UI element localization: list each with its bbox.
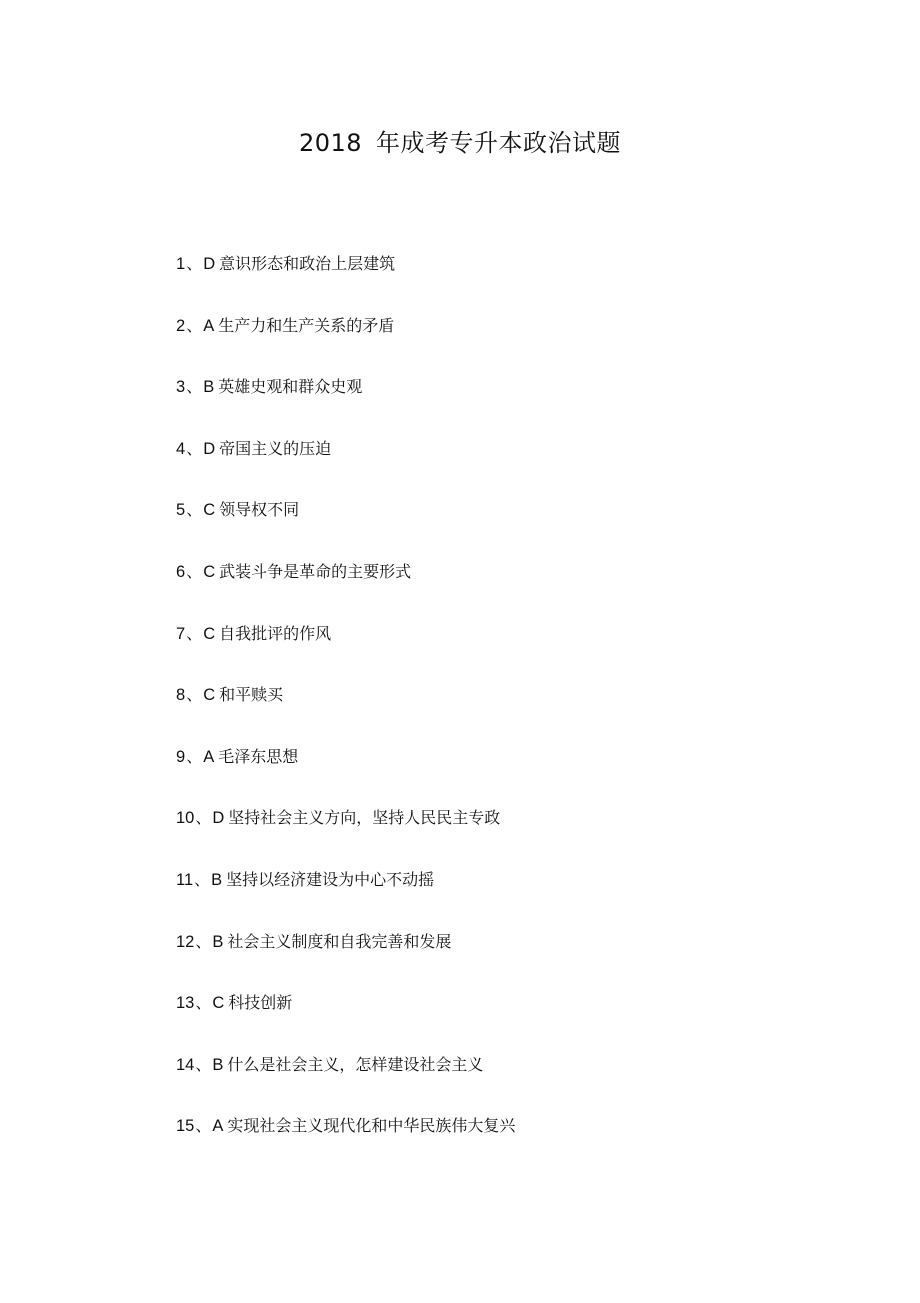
answer-number: 12	[176, 932, 195, 951]
answer-number: 5	[176, 501, 186, 520]
answer-text: 意识形态和政治上层建筑	[219, 254, 396, 273]
answer-text: 和平赎买	[219, 685, 284, 705]
answer-item	[176, 681, 515, 743]
answer-separator: 、	[186, 500, 203, 520]
answer-item	[176, 496, 515, 558]
answer-number: 1	[176, 255, 186, 273]
answer-number: 8	[176, 686, 186, 705]
answer-letter: C	[203, 624, 216, 643]
answer-letter: D	[203, 255, 216, 273]
answer-separator: 、	[195, 931, 212, 951]
answer-number: 7	[176, 624, 186, 643]
answer-item	[176, 1112, 515, 1174]
answer-item	[176, 558, 515, 620]
answer-text: 坚持以经济建设为中心不动摇	[226, 869, 435, 889]
answer-number: 14	[176, 1055, 195, 1074]
answer-item	[176, 989, 515, 1051]
answer-number: 10	[176, 809, 195, 828]
answer-separator: 、	[195, 993, 212, 1013]
answer-separator: 、	[186, 685, 203, 705]
answer-letter: A	[203, 747, 215, 766]
answer-item	[176, 435, 515, 497]
answer-item	[176, 373, 515, 435]
answer-item	[176, 928, 515, 990]
answer-letter: A	[212, 1117, 224, 1136]
answer-number: 15	[176, 1117, 195, 1136]
answer-number: 13	[176, 994, 195, 1013]
answer-text: 坚持社会主义方向，坚持人民民主专政	[228, 808, 501, 828]
answer-letter: C	[203, 686, 216, 705]
answer-separator: 、	[186, 254, 203, 273]
answer-number: 2	[176, 316, 186, 335]
answer-item	[176, 620, 515, 682]
answer-item	[176, 1051, 515, 1113]
answer-separator: 、	[195, 808, 212, 828]
title-year: 2018	[298, 129, 363, 157]
answer-item	[176, 743, 515, 805]
answer-letter: B	[211, 870, 223, 889]
answer-letter: D	[203, 439, 216, 458]
answer-number: 4	[176, 439, 186, 458]
answer-text: 科技创新	[228, 993, 293, 1013]
answer-text: 实现社会主义现代化和中华民族伟大复兴	[227, 1116, 516, 1136]
answer-separator: 、	[186, 561, 203, 581]
answer-separator: 、	[186, 377, 203, 397]
answer-letter: B	[203, 378, 215, 397]
answer-letter: C	[203, 562, 216, 581]
answer-text: 武装斗争是革命的主要形式	[219, 561, 412, 581]
answer-separator: 、	[186, 746, 203, 766]
answer-item	[176, 250, 515, 312]
answer-number: 11	[176, 870, 194, 889]
answer-letter: C	[203, 501, 216, 520]
answer-letter: B	[212, 932, 224, 951]
answer-letter: A	[203, 316, 215, 335]
answer-separator: 、	[186, 438, 203, 458]
answer-item	[176, 804, 515, 866]
answer-number: 6	[176, 562, 186, 581]
answer-separator: 、	[195, 1116, 212, 1136]
answer-text: 生产力和生产关系的矛盾	[218, 315, 395, 335]
answer-item	[176, 312, 515, 374]
answer-separator: 、	[195, 1054, 212, 1074]
answer-letter: B	[212, 1055, 224, 1074]
answer-list	[176, 250, 515, 1174]
answer-text: 英雄史观和群众史观	[218, 377, 363, 397]
answer-text: 帝国主义的压迫	[219, 438, 332, 458]
answer-separator: 、	[186, 315, 203, 335]
answer-text: 什么是社会主义，怎样建设社会主义	[227, 1054, 484, 1074]
answer-separator: 、	[186, 623, 203, 643]
answer-text: 社会主义制度和自我完善和发展	[227, 931, 452, 951]
answer-item	[176, 866, 515, 928]
answer-separator: 、	[194, 869, 211, 889]
title-text: 年成考专升本政治试题	[376, 129, 622, 157]
answer-letter: C	[212, 994, 225, 1013]
answer-text: 领导权不同	[219, 500, 300, 520]
page-title	[0, 126, 920, 160]
answer-text: 毛泽东思想	[218, 746, 299, 766]
answer-letter: D	[212, 809, 225, 828]
answer-number: 9	[176, 747, 186, 766]
answer-number: 3	[176, 378, 186, 397]
answer-text: 自我批评的作风	[219, 623, 332, 643]
